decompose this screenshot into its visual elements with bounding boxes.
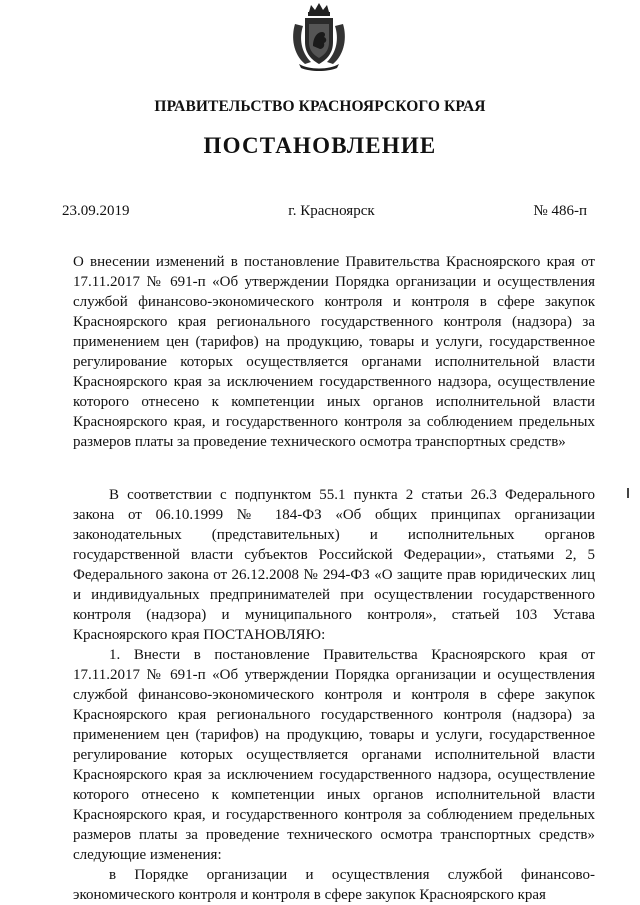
document-type-heading: ПОСТАНОВЛЕНИЕ: [203, 133, 437, 158]
document-title: О внесении изменений в постановление Правительства Красноярского края от 17.11.2017 № 691-п «Об утверждении Порядка организации и осуществления службой финансово-экономического контроля и контроля в сфере закупок Красноярского края регионального государственного контроля (надзора) за применением цен (тарифов) на продукцию, товары и услуги, государственное регулирование которых осуществляется органами исполнительной власти Красноярского края за исключением государственного надзора, осуществление которого отнесено к компетенции иных органов исполнительной власти Красноярского края, и государственного контроля за соблюдением предельных размеров платы за проведение технического осмотра транспортных средств»: [73, 254, 595, 450]
document-number: № 486-п: [533, 203, 587, 219]
item-1-sub-paragraph: в Порядке организации и осуществления службой финансово-экономического контроля и контроля в сфере закупок Красноярского края: [73, 867, 595, 903]
krasnoyarsk-coat-of-arms-icon: [289, 2, 349, 72]
document-date: 23.09.2019: [62, 203, 130, 219]
document-city: г. Красноярск: [288, 203, 375, 219]
scan-margin-mark: [627, 488, 629, 498]
item-1-paragraph: 1. Внести в постановление Правительства Красноярского края от 17.11.2017 № 691-п «Об утверждении Порядка организации и осуществления службой финансово-экономического контроля и контроля в сфере закупок Красноярского края регионального государственного контроля (надзора) за применением цен (тарифов) на продукцию, товары и услуги, государственное регулирование которых осуществляется органами исполнительной власти Красноярского края за исключением государственного надзора, осуществление которого отнесено к компетенции иных органов исполнительной власти Красноярского края, и государственного контроля за соблюдением предельных размеров платы за проведение технического осмотра транспортных средств» следующие изменения:: [73, 647, 595, 863]
government-title: ПРАВИТЕЛЬСТВО КРАСНОЯРСКОГО КРАЯ: [154, 98, 486, 115]
document-meta-row: [62, 203, 587, 220]
document-body: [73, 485, 595, 905]
preamble-paragraph: В соответствии с подпунктом 55.1 пункта 2 статьи 26.3 Федерального закона от 06.10.1999 № 184-ФЗ «Об общих принципах организации законодательных (представительных) и исполнительных органов государственной власти субъектов Российской Федерации», статьями 2, 5 Федерального закона от 26.12.2008 № 294-ФЗ «О защите прав юридических лиц и индивидуальных предпринимателей при осуществлении государственного контроля (надзора) и муниципального контроля», статьей 103 Устава Красноярского края ПОСТАНОВЛЯЮ:: [73, 487, 595, 643]
